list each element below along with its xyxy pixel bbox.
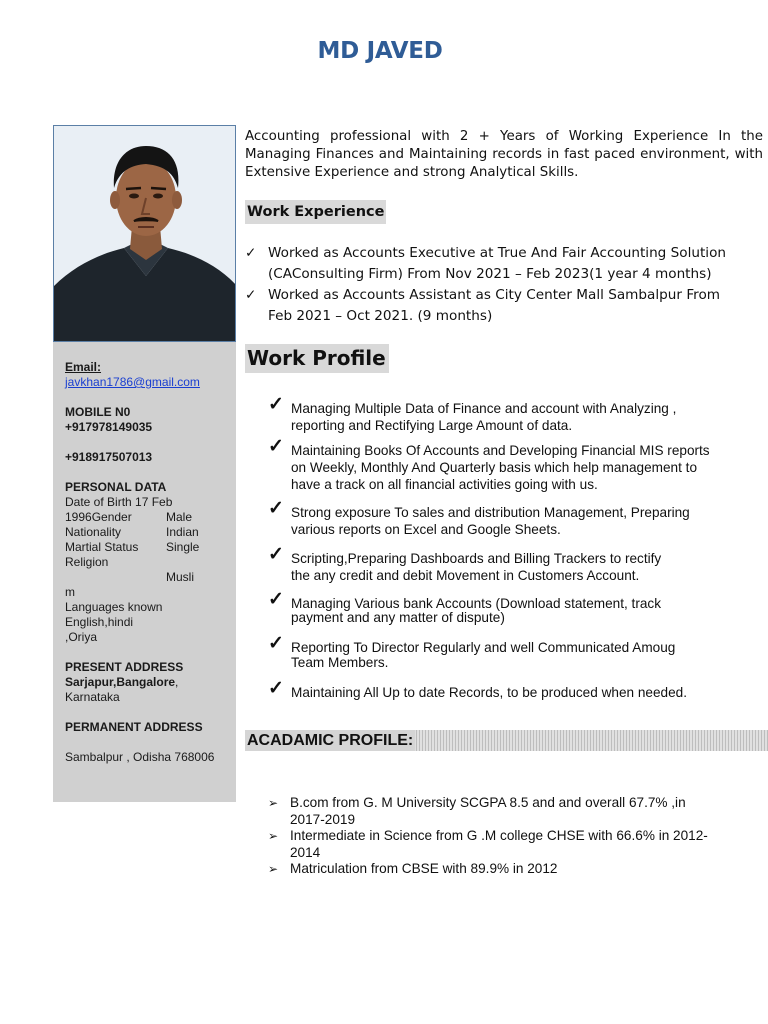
- check-icon: ✓: [268, 678, 284, 699]
- work-profile-item: [268, 544, 738, 584]
- permanent-address-value: Sambalpur , Odisha 768006: [65, 750, 215, 764]
- mobile-number-2: +918917507013: [65, 450, 153, 464]
- check-icon: ✓: [268, 394, 284, 415]
- academic-item: [268, 861, 708, 878]
- candidate-name: MD JAVED: [317, 38, 443, 64]
- academic-line: 2014: [290, 844, 321, 860]
- nationality-key: Nationality: [65, 525, 122, 539]
- work-experience-line: Feb 2021 – Oct 2021. (9 months): [268, 308, 493, 324]
- present-address-comma: ,: [175, 675, 179, 689]
- work-profile-line: Reporting To Director Regularly and well Communicated Amoug: [291, 640, 676, 655]
- languages-value-1: English,hindi: [65, 615, 134, 629]
- arrow-bullet-icon: ➢: [268, 862, 279, 876]
- work-profile-line: Scripting,Preparing Dashboards and Billing Trackers to rectify: [291, 551, 662, 566]
- email-label: Email:: [65, 360, 102, 374]
- mobile-label: MOBILE N0: [65, 405, 131, 419]
- present-address-label: PRESENT ADDRESS: [65, 660, 184, 674]
- check-icon: ✓: [268, 498, 284, 519]
- academic-profile-heading: ACADAMIC PROFILE:: [247, 732, 414, 749]
- work-profile-line: Managing Multiple Data of Finance and account with Analyzing ,: [291, 401, 677, 416]
- email-link[interactable]: javkhan1786@gmail.com: [65, 375, 200, 389]
- marital-value: Single: [166, 540, 200, 554]
- dob-year-gender: 1996Gender: [65, 510, 132, 524]
- work-profile-item: [268, 436, 738, 493]
- check-icon: ✓: [268, 589, 284, 610]
- work-profile-item: [268, 589, 738, 625]
- work-profile-item: [268, 678, 738, 701]
- arrow-bullet-icon: ➢: [268, 796, 279, 810]
- check-icon: ✓: [268, 436, 284, 457]
- work-profile-item: [268, 394, 738, 434]
- check-icon: ✓: [245, 245, 257, 261]
- dob-line: Date of Birth 17 Feb: [65, 495, 173, 509]
- present-address-bold: Sarjapur,Bangalore: [65, 675, 176, 689]
- work-profile-line: reporting and Rectifying Large Amount of data.: [291, 418, 573, 433]
- profile-photo: [53, 125, 236, 342]
- personal-data-label: PERSONAL DATA: [65, 480, 167, 494]
- work-experience-item: [245, 243, 765, 285]
- present-address-state: Karnataka: [65, 690, 120, 704]
- academic-item: [268, 795, 708, 828]
- gender-value: Male: [166, 510, 193, 524]
- work-profile-item: [268, 633, 738, 670]
- work-experience-list: [245, 243, 765, 327]
- academic-line: B.com from G. M University SCGPA 8.5 and and overall 67.7% ,in: [290, 795, 686, 810]
- work-profile-line: Strong exposure To sales and distribution Management, Preparing: [291, 505, 690, 520]
- work-profile-line: various reports on Excel and Google Sheets.: [291, 522, 561, 537]
- religion-value-part1: Musli: [166, 570, 195, 584]
- profile-summary: Accounting professional with 2 + Years of Working Experience In the Managing Finances and Maintaining records in fast paced environment, with Extensive Experience and strong Analytical Skills.: [245, 129, 763, 180]
- work-experience-line: (CAConsulting Firm) From Nov 2021 – Feb 2023(1 year 4 months): [268, 266, 712, 282]
- work-experience-line: Worked as Accounts Assistant as City Center Mall Sambalpur From: [268, 287, 720, 303]
- academic-line: Intermediate in Science from G .M college CHSE with 66.6% in 2012-: [290, 828, 708, 843]
- check-icon: ✓: [268, 544, 284, 565]
- contact-sidebar: [53, 342, 236, 802]
- work-profile-line: the any credit and debit Movement in Customers Account.: [291, 568, 640, 583]
- work-experience-item: [245, 285, 765, 327]
- work-profile-line: Managing Various bank Accounts (Download statement, track: [291, 596, 661, 611]
- work-profile-line: Team Members.: [291, 655, 389, 670]
- work-profile-line: have a track on all financial activities going with us.: [291, 477, 598, 492]
- work-experience-line: Worked as Accounts Executive at True And Fair Accounting Solution: [268, 245, 727, 261]
- check-icon: ✓: [268, 633, 284, 654]
- languages-value-2: ,Oriya: [65, 630, 98, 644]
- work-experience-heading: Work Experience: [245, 200, 386, 224]
- work-profile-line: payment and any matter of dispute): [291, 610, 505, 625]
- academic-profile-list: [268, 795, 708, 878]
- academic-line: 2017-2019: [290, 811, 356, 827]
- mobile-number-1: +917978149035: [65, 420, 153, 434]
- nationality-value: Indian: [166, 525, 199, 539]
- academic-item: [268, 828, 708, 861]
- religion-key: Religion: [65, 555, 109, 569]
- work-profile-line: Maintaining Books Of Accounts and Developing Financial MIS reports: [291, 443, 710, 458]
- work-profile-heading: Work Profile: [245, 344, 389, 373]
- marital-key: Martial Status: [65, 540, 139, 554]
- work-profile-item: [268, 498, 738, 538]
- work-profile-line: Maintaining All Up to date Records, to be produced when needed.: [291, 685, 687, 700]
- academic-profile-heading-bar: [245, 730, 768, 751]
- permanent-address-label: PERMANENT ADDRESS: [65, 720, 203, 734]
- work-profile-line: on Weekly, Monthly And Quarterly basis which help management to: [291, 460, 698, 475]
- arrow-bullet-icon: ➢: [268, 829, 279, 843]
- check-icon: ✓: [245, 287, 257, 303]
- academic-line: Matriculation from CBSE with 89.9% in 2012: [290, 861, 558, 876]
- languages-key: Languages known: [65, 600, 163, 614]
- religion-value-part2: m: [65, 585, 75, 599]
